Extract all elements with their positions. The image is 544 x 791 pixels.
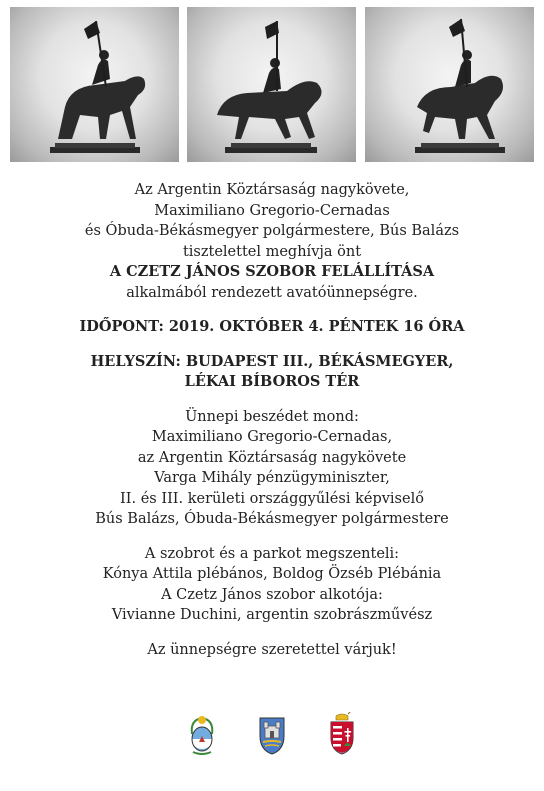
consecration-line: A szobrot és a parkot megszenteli: (144, 545, 400, 562)
consecration-line: Vivianne Duchini, argentin szobrászművész (111, 607, 433, 623)
intro-line: Maximiliano Gregorio-Cernadas (154, 202, 390, 219)
coat-of-arms-row (0, 712, 544, 762)
event-title: A CZETZ JÁNOS SZOBOR FELÁLLÍTÁSA (109, 263, 435, 280)
intro-line: tisztelettel meghívja önt (182, 243, 362, 260)
statue-photo-back (365, 7, 534, 162)
consecration-line: A Czetz János szobor alkotója: (161, 586, 383, 603)
statue-photo-side (187, 7, 356, 162)
event-location: HELYSZÍN: BUDAPEST III., BÉKÁSMEGYER, (90, 352, 454, 370)
speakers-line: Ünnepi beszédet mond: (185, 408, 359, 425)
argentina-coat-of-arms-icon (187, 712, 217, 756)
statue-photo-front (10, 7, 179, 162)
event-suffix: alkalmából rendezett avatóünnepségre. (126, 284, 418, 301)
event-time: IDŐPONT: 2019. OKTÓBER 4. PÉNTEK 16 ÓRA (79, 318, 465, 335)
statue-photos (10, 7, 533, 162)
consecration-line: Kónya Attila plébános, Boldog Özséb Plébánia (102, 566, 442, 582)
speakers-line: Bús Balázs, Óbuda-Békásmegyer polgármestere (95, 511, 449, 527)
speakers-line: az Argentin Köztársaság nagykövete (137, 449, 407, 466)
invitation-text (0, 180, 544, 660)
hungary-coat-of-arms-icon (327, 712, 357, 756)
intro-line: Az Argentin Köztársaság nagykövete, (134, 182, 410, 198)
intro-line: és Óbuda-Békásmegyer polgármestere, Bús Balázs (84, 223, 460, 239)
speakers-line: Maximiliano Gregorio-Cernadas, (151, 429, 393, 445)
event-location: LÉKAI BÍBOROS TÉR (184, 373, 360, 390)
speakers-line: II. és III. kerületi országgyűlési képviselő (120, 490, 424, 507)
obuda-bekasmegyer-coat-of-arms-icon (257, 712, 287, 756)
speakers-line: Varga Mihály pénzügyminiszter, (154, 470, 390, 486)
closing-line: Az ünnepségre szeretettel várjuk! (147, 641, 397, 658)
